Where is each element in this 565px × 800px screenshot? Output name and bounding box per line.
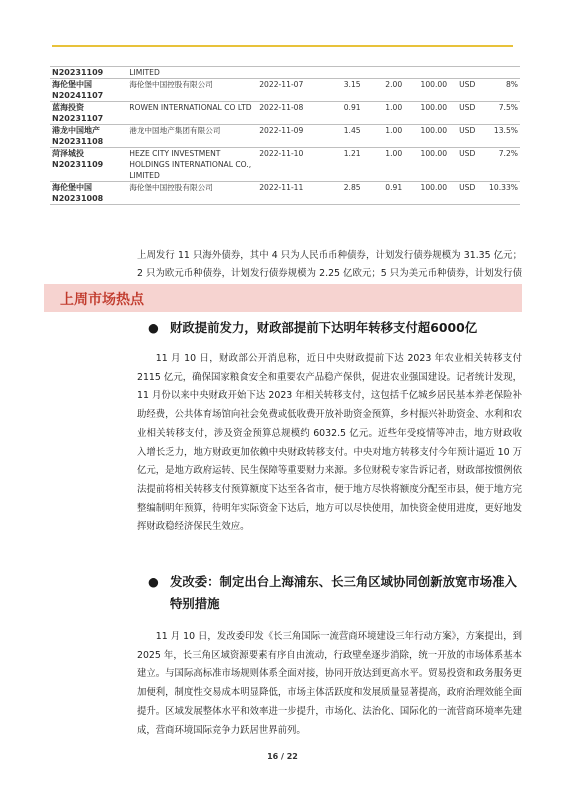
hotspot-2-heading	[148, 571, 526, 615]
price-cell: 100.00	[420, 126, 448, 135]
bond-name-cell: 菏泽城投 N20231109	[52, 149, 104, 169]
currency-cell: USD	[459, 103, 476, 112]
currency-cell: USD	[459, 149, 476, 158]
term-cell: 2.00	[385, 80, 403, 89]
issuer-cell: HEZE CITY INVESTMENT HOLDINGS INTERNATIONAL CO., LIMITED	[129, 149, 252, 180]
issue-date-cell: 2022-11-07	[259, 80, 304, 89]
price-cell: 100.00	[420, 103, 448, 112]
hotspot-2-body: 11 月 10 日，发改委印发《长三角国际一流营商环境建设三年行动方案》，方案提出，到 2025 年，长三角区域资源要素有序自由流动，行政壁垒逐步消除，统一开放的市场体系基本建立。与国际高标准市场规则体系全面对接，协同开放达到更高水平。贸易投资和政务服务更加便利，制度性交易成本明显降低，市场主体活跃度和发展质量显著提高，政府治理效能全面提升。区域发展整体水平和效率进一步提升，市场化、法治化、国际化的一流营商环境率先建成，营商环境国际竞争力跃居世界前列。	[137, 631, 522, 736]
amount-cell: 1.21	[343, 149, 361, 158]
weekly-summary: 上周发行 11 只海外债券，其中 4 只为人民币币种债券，计划发行债券规模为 31.35 亿元；2 只为欧元币种债券，计划发行债券规模为 2.25 亿欧元；5 只为美元币种债券，计划发行债	[137, 250, 522, 279]
bullet-icon: ●	[148, 574, 159, 589]
coupon-rate-cell: 10.33%	[489, 183, 518, 192]
term-cell	[363, 67, 405, 79]
amount-cell: 0.91	[343, 103, 361, 112]
bond-name-cell: N20231109	[52, 68, 104, 77]
currency-cell: USD	[459, 80, 476, 89]
coupon-rate-cell: 13.5%	[493, 126, 518, 135]
currency-cell: USD	[459, 126, 476, 135]
price-cell: 100.00	[420, 183, 448, 192]
issue-date-cell: 2022-11-11	[259, 183, 304, 192]
currency-cell	[449, 67, 487, 79]
term-cell: 1.00	[385, 126, 403, 135]
coupon-rate-cell	[487, 67, 520, 79]
currency-cell: USD	[459, 183, 476, 192]
price-cell: 100.00	[420, 149, 448, 158]
term-cell: 1.00	[385, 103, 403, 112]
issuer-cell: 港龙中国地产集团有限公司	[129, 126, 221, 135]
bond-name-cell: 港龙中国地产 N20231108	[52, 126, 104, 146]
bond-name-cell: 海伦堡中国 N20241107	[52, 80, 104, 100]
header-rule	[52, 45, 513, 47]
coupon-rate-cell: 7.2%	[498, 149, 518, 158]
issue-date-cell: 2022-11-09	[259, 126, 304, 135]
amount-cell: 3.15	[343, 80, 361, 89]
price-cell: 100.00	[420, 80, 448, 89]
bond-name-cell: 蓝海投资 N20231107	[52, 103, 104, 123]
table-row	[50, 182, 520, 205]
table-row	[50, 148, 520, 182]
section-title: 上周市场热点	[60, 292, 144, 308]
bullet-icon: ●	[148, 320, 159, 335]
section-header	[44, 284, 522, 312]
table-row	[50, 102, 520, 125]
hotspot-1-heading	[148, 317, 526, 339]
amount-cell: 1.45	[343, 126, 361, 135]
term-cell: 1.00	[385, 149, 403, 158]
term-cell: 0.91	[385, 183, 403, 192]
issuer-cell: 海伦堡中国控股有限公司	[129, 80, 213, 89]
price-cell	[404, 67, 449, 79]
issuer-cell: ROWEN INTERNATIONAL CO LTD	[129, 103, 252, 112]
table-row	[50, 125, 520, 148]
bond-issuance-table	[50, 66, 520, 205]
issue-date-cell: 2022-11-10	[259, 149, 304, 158]
issuer-cell: 海伦堡中国控股有限公司	[129, 183, 213, 192]
hotspot-1-body: 11 月 10 日，财政部公开消息称，近日中央财政提前下达 2023 年农业相关转移支付 2115 亿元，确保国家粮食安全和重要农产品稳产保供，促进农业强国建设。记者统计发现，11 月份以来中央财政开始下达 2023 年相关转移支付，这包括千亿城乡居民基本养老保险补助经费，公共体育场馆向社会免费或低收费开放补助资金预算，乡村振兴补助资金、水利和农业相关转移支付，涉及资金预算总规模约 6032.5 亿元。近些年受疫情等冲击，地方财政收入增长乏力，地方财政更加依赖中央财政转移支付。中央对地方转移支付今年预计逼近 10 万亿元，是地方政府运转、民生保障等重要财力来源。多位财税专家告诉记者，财政部按惯例依法提前将相关转移支付预算额度下达至各省市，便于地方尽快将额度分配至市县，便于地方完整编制明年预算，待明年实际资金下达后，地方可以尽快使用，加快资金使用进度，更好地发挥财政稳经济保民生效应。	[137, 353, 522, 533]
coupon-rate-cell: 8%	[505, 80, 518, 89]
issue-date-cell: 2022-11-08	[259, 103, 304, 112]
amount-cell	[323, 67, 363, 79]
coupon-rate-cell: 7.5%	[498, 103, 518, 112]
table-row	[50, 67, 520, 79]
bond-name-cell: 海伦堡中国 N20231008	[52, 183, 104, 203]
page-number: 16 / 22	[267, 752, 298, 761]
hotspot-2-title: 发改委：制定出台上海浦东、长三角区域协同创新放宽市场准入特别措施	[170, 574, 517, 611]
table-row	[50, 79, 520, 102]
amount-cell: 2.85	[343, 183, 361, 192]
hotspot-1-title: 财政提前发力，财政部提前下达明年转移支付超6000亿	[170, 320, 478, 335]
issuer-cell: LIMITED	[129, 68, 160, 77]
issue-date-cell	[257, 67, 323, 79]
